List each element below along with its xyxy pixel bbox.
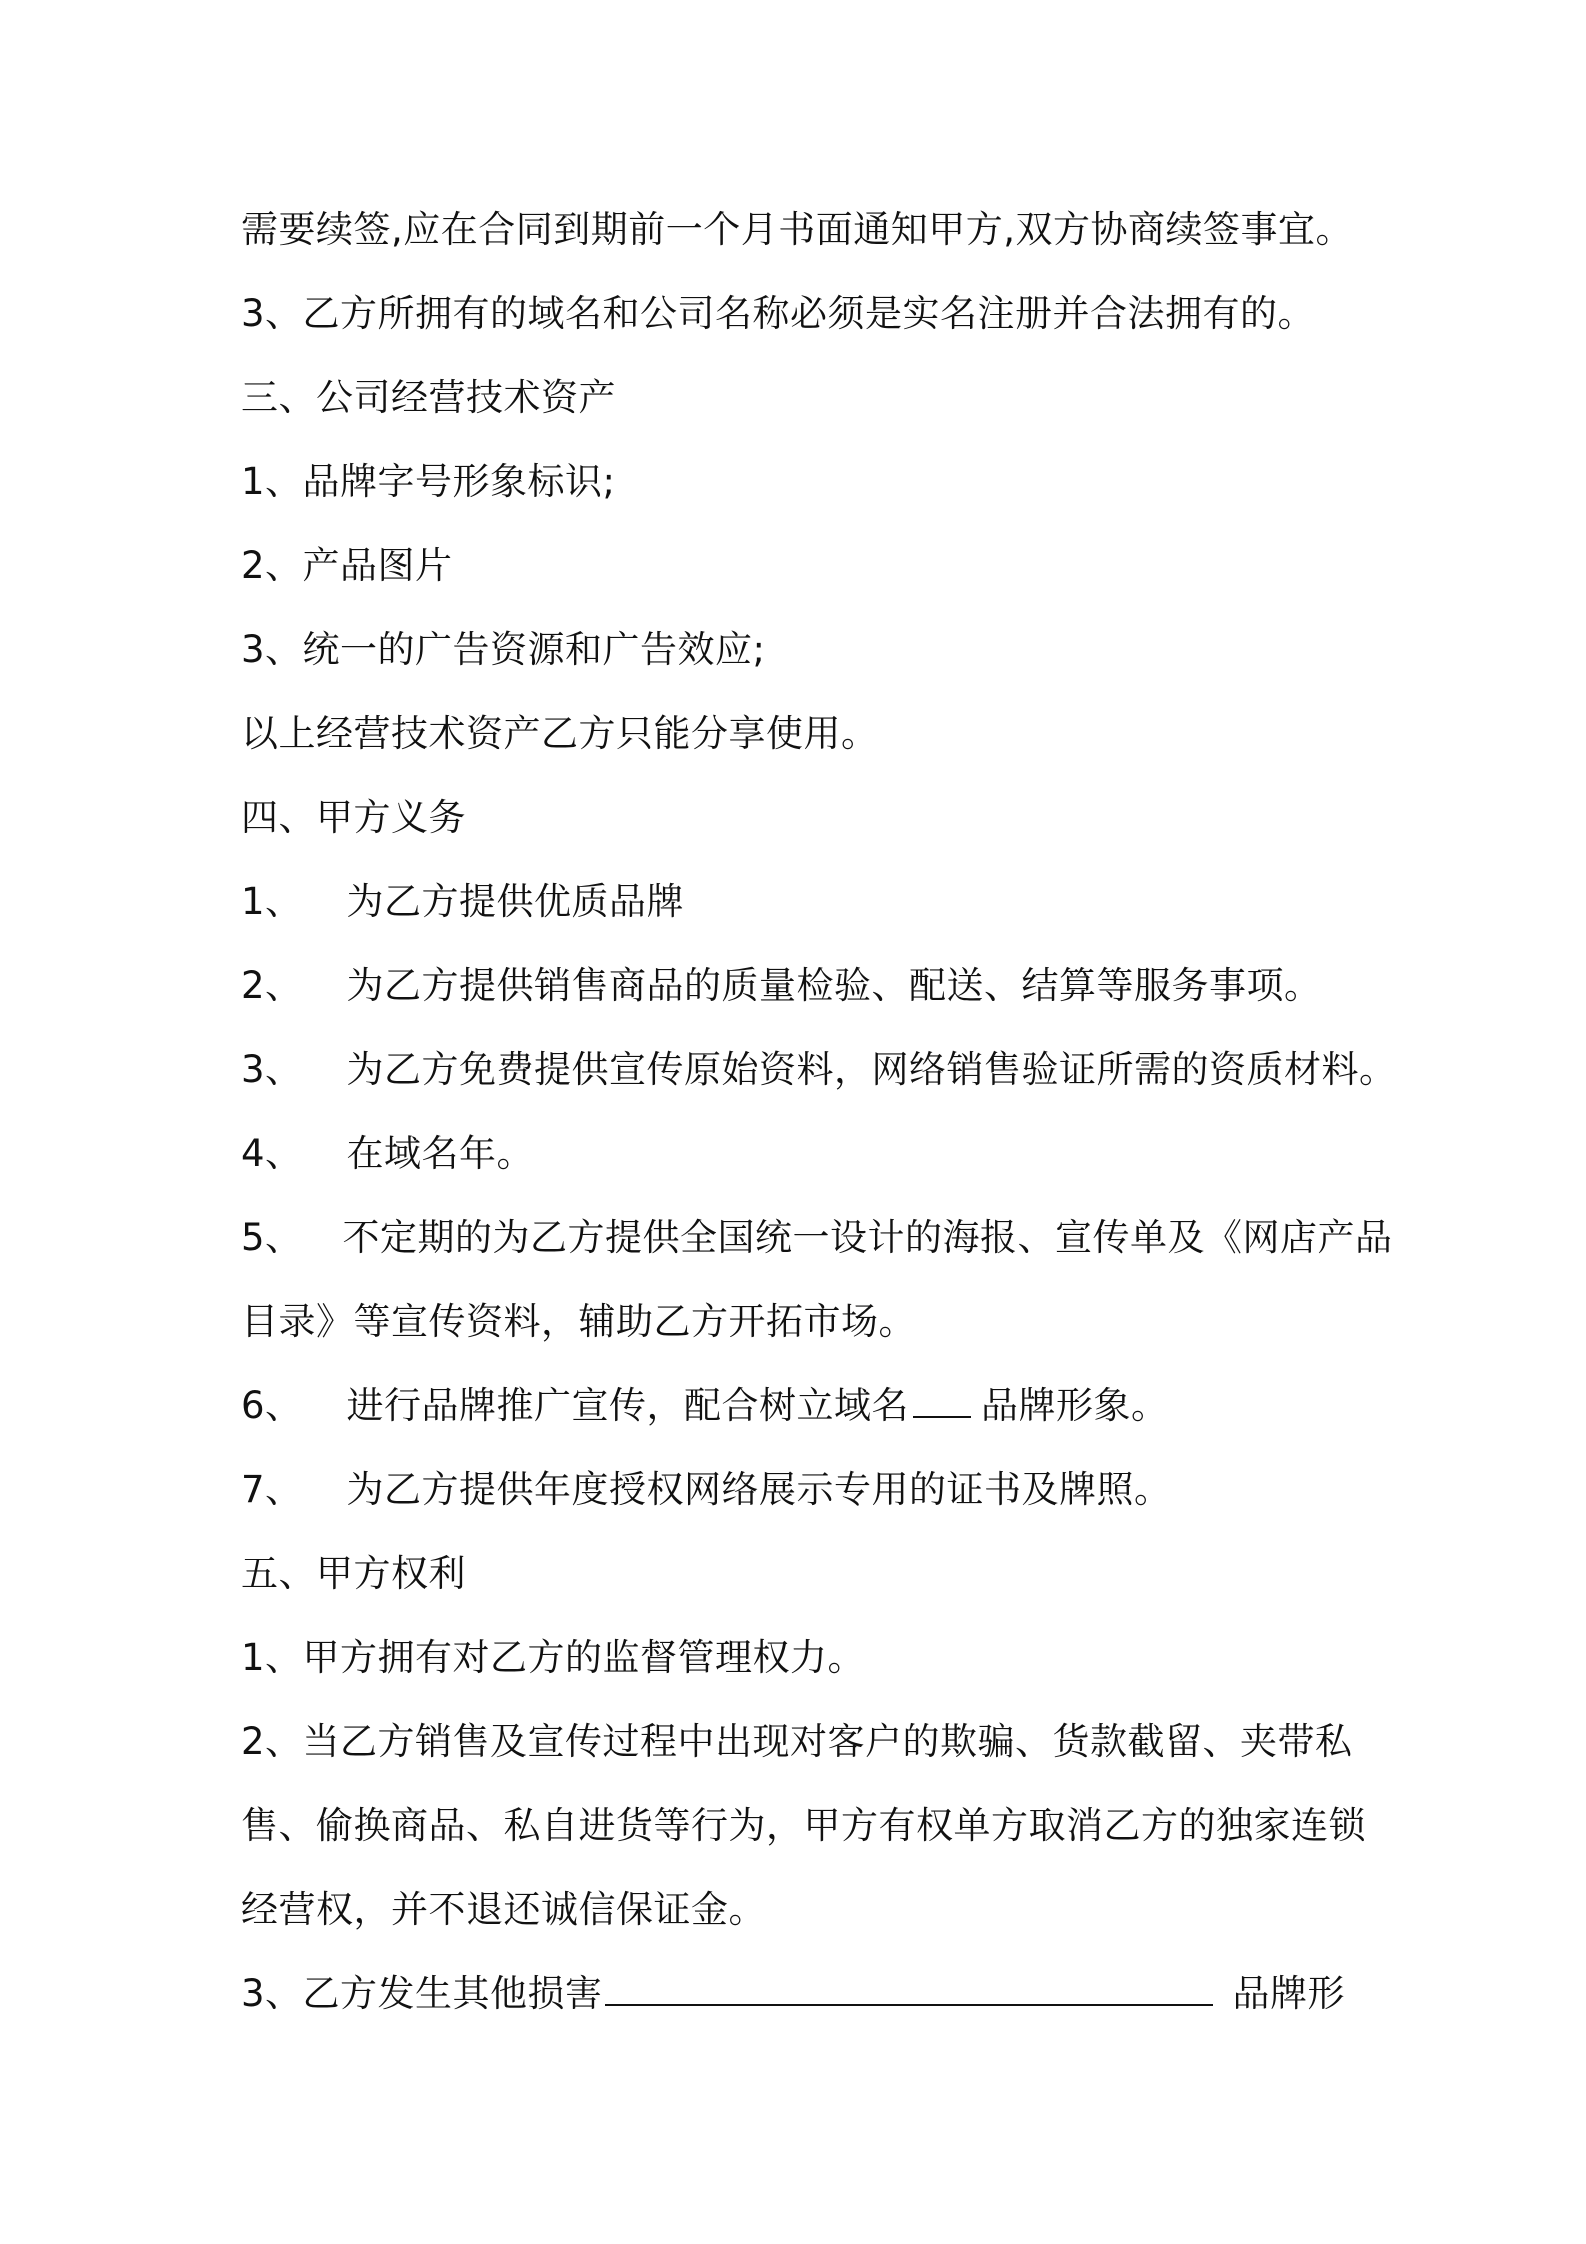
section-heading: 五、甲方权利 (241, 1552, 466, 1595)
item-number: 4、 (241, 1132, 303, 1175)
clause-item (241, 1969, 1361, 2019)
blank-underline (913, 1382, 971, 1418)
duty-item (241, 1213, 1393, 1263)
blank-underline (605, 1970, 1213, 2006)
paragraph-line: 以上经营技术资产乙方只能分享使用。 (241, 712, 879, 755)
item-text: 品牌形 (1232, 1972, 1346, 2015)
item-text: 3、乙方发生其他损害 (241, 1972, 603, 2015)
clause-item: 2、当乙方销售及宣传过程中出现对客户的欺骗、货款截留、夹带私 (241, 1720, 1353, 1763)
item-text: 在域名年。 (346, 1132, 535, 1175)
clause-item: 1、品牌字号形象标识; (241, 460, 616, 503)
item-text: 品牌形象。 (981, 1384, 1169, 1427)
paragraph-line: 需要续签,应在合同到期前一个月书面通知甲方,双方协商续签事宜。 (241, 208, 1354, 251)
duty-item (241, 1381, 1361, 1431)
paragraph-line: 经营权，并不退还诚信保证金。 (241, 1888, 766, 1931)
item-number: 6、 (241, 1384, 303, 1427)
item-text: 为乙方提供年度授权网络展示专用的证书及牌照。 (346, 1468, 1172, 1511)
item-text: 为乙方提供优质品牌 (346, 880, 685, 923)
duty-item (241, 961, 1361, 1011)
clause-item: 1、甲方拥有对乙方的监督管理权力。 (241, 1636, 866, 1679)
clause-item: 3、乙方所拥有的域名和公司名称必须是实名注册并合法拥有的。 (241, 292, 1316, 335)
clause-item: 2、产品图片 (241, 544, 453, 587)
duty-item-continuation: 目录》等宣传资料，辅助乙方开拓市场。 (241, 1300, 916, 1343)
item-number: 1、 (241, 880, 303, 923)
clause-item: 3、统一的广告资源和广告效应; (241, 628, 766, 671)
item-number: 7、 (241, 1468, 303, 1511)
item-number: 5、 (241, 1216, 303, 1259)
duty-item (241, 877, 1361, 927)
item-text: 为乙方免费提供宣传原始资料，网络销售验证所需的资质材料。 (346, 1048, 1397, 1091)
item-number: 3、 (241, 1048, 303, 1091)
duty-item (241, 1129, 1361, 1179)
duty-item (241, 1465, 1361, 1515)
duty-item (241, 1045, 1397, 1095)
section-heading: 四、甲方义务 (241, 796, 466, 839)
item-text: 不定期的为乙方提供全国统一设计的海报、宣传单及《网店产品 (342, 1216, 1393, 1259)
section-heading: 三、公司经营技术资产 (241, 376, 616, 419)
item-text: 进行品牌推广宣传，配合树立域名 (346, 1384, 910, 1427)
item-number: 2、 (241, 964, 303, 1007)
paragraph-line: 售、偷换商品、私自进货等行为，甲方有权单方取消乙方的独家连锁 (241, 1804, 1366, 1847)
item-text: 为乙方提供销售商品的质量检验、配送、结算等服务事项。 (346, 964, 1322, 1007)
